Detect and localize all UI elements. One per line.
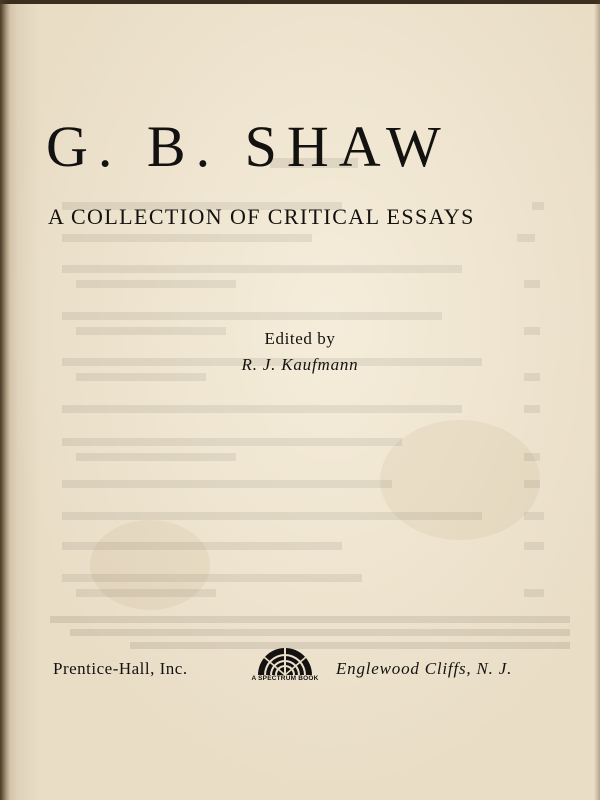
publisher-city: Englewood Cliffs, N. J. xyxy=(336,659,513,678)
spectrum-book-logo xyxy=(250,645,320,687)
spine-shadow xyxy=(0,0,10,800)
spectrum-arc-icon xyxy=(250,645,320,677)
book-subtitle: A COLLECTION OF CRITICAL ESSAYS xyxy=(48,204,475,229)
page-right-edge xyxy=(594,0,600,800)
publisher-name: Prentice-Hall, Inc. xyxy=(53,659,188,678)
edited-by-label: Edited by xyxy=(264,329,336,348)
book-title: G. B. SHAW xyxy=(46,114,451,179)
logo-text: A SPECTRUM BOOK xyxy=(251,675,319,682)
editor-name: R. J. Kaufmann xyxy=(241,355,359,374)
page-top-edge xyxy=(0,0,600,4)
